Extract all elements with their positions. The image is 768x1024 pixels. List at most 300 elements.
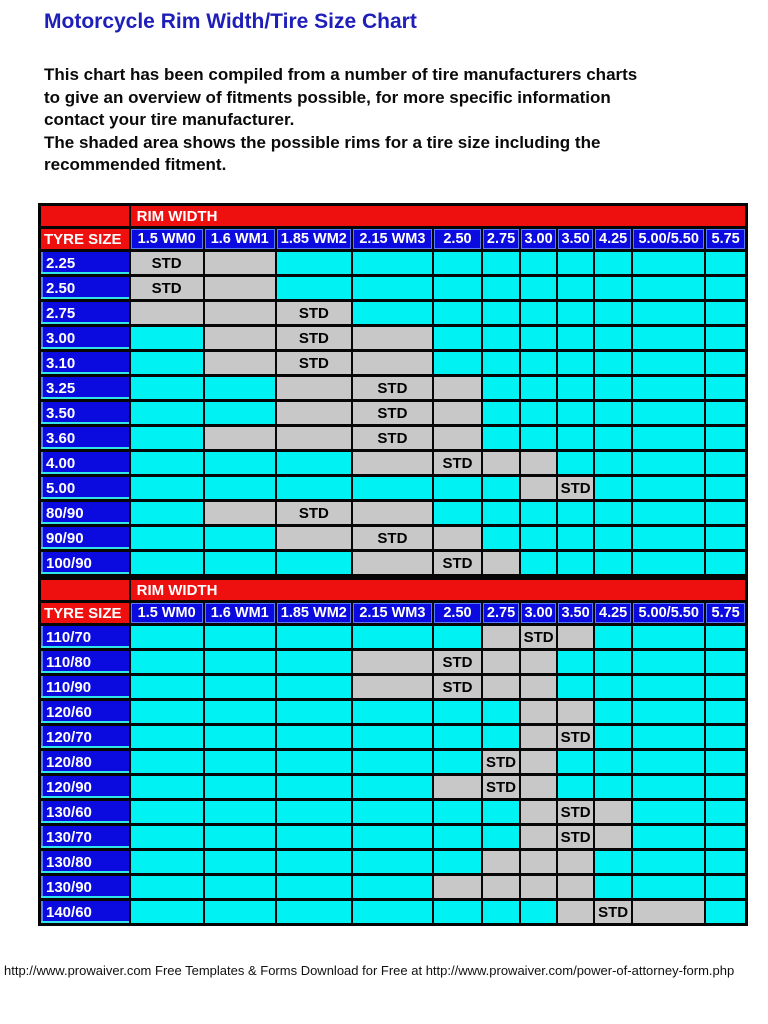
fitment-cell	[705, 351, 746, 376]
shaded-fitment-cell	[276, 426, 352, 451]
fitment-cell	[352, 700, 433, 725]
table-row	[40, 850, 747, 875]
rim-width-column-header: 3.00	[520, 602, 557, 625]
table-row	[40, 526, 747, 551]
tyre-size-cell: 110/80	[40, 650, 130, 675]
table-row	[40, 825, 747, 850]
fitment-cell	[632, 326, 705, 351]
rim-width-column-header: 4.25	[594, 602, 632, 625]
fitment-cell	[632, 875, 705, 900]
fitment-cell	[352, 900, 433, 925]
std-fitment-cell: STD	[352, 526, 433, 551]
fitment-cell	[594, 476, 632, 501]
fitment-cell	[433, 301, 482, 326]
std-fitment-cell: STD	[557, 725, 594, 750]
fitment-cell	[594, 625, 632, 650]
fitment-cell	[705, 900, 746, 925]
rim-width-column-header: 5.00/5.50	[632, 602, 705, 625]
fitment-cell	[130, 900, 204, 925]
fitment-cell	[632, 401, 705, 426]
intro-line: recommended fitment.	[44, 155, 227, 174]
rim-width-column-header: 5.75	[705, 602, 746, 625]
shaded-fitment-cell	[204, 276, 276, 301]
fitment-cell	[276, 800, 352, 825]
table-row	[40, 476, 747, 501]
tyre-size-cell: 3.25	[40, 376, 130, 401]
tyre-size-cell: 80/90	[40, 501, 130, 526]
fitment-cell	[130, 501, 204, 526]
shaded-fitment-cell	[482, 451, 520, 476]
fitment-cell	[276, 850, 352, 875]
fitment-cell	[433, 276, 482, 301]
fitment-cell	[433, 850, 482, 875]
fitment-cell	[705, 875, 746, 900]
fitment-cell	[557, 401, 594, 426]
shaded-fitment-cell	[557, 850, 594, 875]
shaded-fitment-cell	[520, 775, 557, 800]
tyre-size-cell: 120/60	[40, 700, 130, 725]
table-row	[40, 376, 747, 401]
fitment-cell	[482, 401, 520, 426]
shaded-fitment-cell	[594, 800, 632, 825]
fitment-cell	[482, 351, 520, 376]
fitment-cell	[520, 501, 557, 526]
std-fitment-cell: STD	[557, 825, 594, 850]
fitment-cell	[594, 725, 632, 750]
rim-width-column-header: 1.85 WM2	[276, 602, 352, 625]
tyre-size-cell: 3.50	[40, 401, 130, 426]
fitment-cell	[520, 276, 557, 301]
fitment-cell	[276, 900, 352, 925]
fitment-cell	[204, 900, 276, 925]
fitment-cell	[594, 326, 632, 351]
fitment-cell	[130, 775, 204, 800]
shaded-fitment-cell	[520, 451, 557, 476]
fitment-cell	[482, 301, 520, 326]
fitment-cell	[204, 401, 276, 426]
fitment-cell	[520, 401, 557, 426]
fitment-cell	[276, 251, 352, 276]
fitment-cell	[482, 700, 520, 725]
table-row	[40, 800, 747, 825]
fitment-cell	[130, 426, 204, 451]
fitment-cell	[705, 850, 746, 875]
tyre-size-cell: 90/90	[40, 526, 130, 551]
fitment-cell	[433, 251, 482, 276]
fitment-cell	[352, 725, 433, 750]
fitment-cell	[632, 276, 705, 301]
std-fitment-cell: STD	[433, 675, 482, 700]
tyre-size-header: TYRE SIZE	[40, 602, 130, 625]
fitment-cell	[482, 501, 520, 526]
shaded-fitment-cell	[130, 301, 204, 326]
fitment-cell	[482, 276, 520, 301]
fitment-cell	[482, 326, 520, 351]
fitment-cell	[557, 376, 594, 401]
fitment-cell	[352, 850, 433, 875]
rim-width-column-header: 1.5 WM0	[130, 228, 204, 251]
fitment-cell	[130, 675, 204, 700]
fitment-cell	[632, 625, 705, 650]
fitment-cell	[433, 625, 482, 650]
rim-width-column-header: 5.75	[705, 228, 746, 251]
std-fitment-cell: STD	[433, 551, 482, 576]
fitment-cell	[632, 725, 705, 750]
fitment-cell	[632, 301, 705, 326]
fitment-cell	[520, 326, 557, 351]
fitment-cell	[130, 875, 204, 900]
rim-width-column-header: 2.15 WM3	[352, 602, 433, 625]
fitment-cell	[276, 750, 352, 775]
fitment-cell	[482, 426, 520, 451]
fitment-cell	[594, 401, 632, 426]
std-fitment-cell: STD	[276, 501, 352, 526]
intro-text	[44, 64, 637, 177]
fitment-cell	[632, 551, 705, 576]
rim-width-column-header: 1.5 WM0	[130, 602, 204, 625]
fitment-cell	[557, 276, 594, 301]
fitment-cell	[130, 451, 204, 476]
intro-line: contact your tire manufacturer.	[44, 110, 295, 129]
fitment-cell	[352, 825, 433, 850]
fitment-cell	[557, 251, 594, 276]
shaded-fitment-cell	[352, 551, 433, 576]
shaded-fitment-cell	[557, 875, 594, 900]
fitment-cell	[482, 376, 520, 401]
tyre-size-cell: 3.60	[40, 426, 130, 451]
shaded-fitment-cell	[520, 825, 557, 850]
shaded-fitment-cell	[352, 451, 433, 476]
fitment-cell	[433, 326, 482, 351]
rim-width-column-header: 1.85 WM2	[276, 228, 352, 251]
fitment-cell	[204, 451, 276, 476]
fitment-cell	[594, 675, 632, 700]
fitment-cell	[433, 476, 482, 501]
fitment-cell	[204, 750, 276, 775]
fitment-cell	[594, 276, 632, 301]
shaded-fitment-cell	[204, 326, 276, 351]
fitment-cell	[705, 700, 746, 725]
fitment-cell	[557, 750, 594, 775]
tyre-size-cell: 130/70	[40, 825, 130, 850]
table-row	[40, 501, 747, 526]
shaded-fitment-cell	[352, 351, 433, 376]
table-row	[40, 625, 747, 650]
intro-line: to give an overview of fitments possible, for more specific information	[44, 87, 611, 107]
shaded-fitment-cell	[352, 675, 433, 700]
fitment-cell	[557, 351, 594, 376]
rim-width-table	[38, 203, 748, 577]
fitment-cell	[276, 476, 352, 501]
std-fitment-cell: STD	[276, 326, 352, 351]
shaded-fitment-cell	[520, 725, 557, 750]
fitment-cell	[204, 875, 276, 900]
fitment-cell	[482, 526, 520, 551]
corner-cell	[40, 579, 130, 602]
fitment-cell	[632, 775, 705, 800]
fitment-cell	[705, 825, 746, 850]
shaded-fitment-cell	[433, 401, 482, 426]
tyre-size-cell: 3.10	[40, 351, 130, 376]
std-fitment-cell: STD	[433, 451, 482, 476]
fitment-cell	[204, 725, 276, 750]
table-row	[40, 675, 747, 700]
shaded-fitment-cell	[482, 650, 520, 675]
fitment-cell	[204, 551, 276, 576]
table-row	[40, 276, 747, 301]
fitment-cell	[705, 426, 746, 451]
tyre-size-cell: 120/90	[40, 775, 130, 800]
fitment-cell	[557, 675, 594, 700]
table-row	[40, 251, 747, 276]
std-fitment-cell: STD	[352, 376, 433, 401]
fitment-cell	[705, 675, 746, 700]
fitment-cell	[632, 376, 705, 401]
fitment-cell	[557, 501, 594, 526]
tyre-size-cell: 2.25	[40, 251, 130, 276]
std-fitment-cell: STD	[557, 476, 594, 501]
rim-width-column-header: 3.50	[557, 602, 594, 625]
std-fitment-cell: STD	[433, 650, 482, 675]
fitment-cell	[433, 501, 482, 526]
rim-width-column-header: 2.50	[433, 228, 482, 251]
tyre-size-cell: 4.00	[40, 451, 130, 476]
fitment-cell	[130, 625, 204, 650]
fitment-cell	[130, 476, 204, 501]
fitment-cell	[632, 850, 705, 875]
fitment-cell	[557, 775, 594, 800]
fitment-cell	[130, 800, 204, 825]
shaded-fitment-cell	[520, 700, 557, 725]
table-row	[40, 875, 747, 900]
fitment-cell	[204, 800, 276, 825]
std-fitment-cell: STD	[352, 426, 433, 451]
fitment-cell	[204, 700, 276, 725]
shaded-fitment-cell	[433, 376, 482, 401]
fitment-cell	[594, 551, 632, 576]
shaded-fitment-cell	[352, 326, 433, 351]
fitment-cell	[130, 401, 204, 426]
fitment-cell	[557, 301, 594, 326]
fitment-cell	[352, 476, 433, 501]
tyre-size-cell: 3.00	[40, 326, 130, 351]
corner-cell	[40, 205, 130, 228]
fitment-cell	[705, 376, 746, 401]
table-row	[40, 775, 747, 800]
fitment-cell	[433, 700, 482, 725]
fitment-cell	[594, 376, 632, 401]
fitment-cell	[705, 451, 746, 476]
table-row	[40, 900, 747, 925]
shaded-fitment-cell	[433, 775, 482, 800]
fitment-cell	[594, 526, 632, 551]
fitment-cell	[130, 700, 204, 725]
fitment-cell	[204, 775, 276, 800]
rim-width-column-header: 2.75	[482, 602, 520, 625]
shaded-fitment-cell	[632, 900, 705, 925]
fitment-cell	[204, 825, 276, 850]
shaded-fitment-cell	[204, 426, 276, 451]
table-row	[40, 451, 747, 476]
fitment-cell	[204, 650, 276, 675]
std-fitment-cell: STD	[482, 775, 520, 800]
fitment-cell	[594, 426, 632, 451]
fitment-cell	[594, 251, 632, 276]
fitment-cell	[557, 551, 594, 576]
fitment-cell	[204, 675, 276, 700]
rim-width-column-header: 3.00	[520, 228, 557, 251]
shaded-fitment-cell	[433, 426, 482, 451]
shaded-fitment-cell	[557, 625, 594, 650]
fitment-cell	[705, 725, 746, 750]
fitment-cell	[130, 825, 204, 850]
tyre-size-cell: 110/70	[40, 625, 130, 650]
fitment-cell	[276, 276, 352, 301]
fitment-cell	[352, 276, 433, 301]
shaded-fitment-cell	[482, 675, 520, 700]
fitment-cell	[433, 900, 482, 925]
fitment-cell	[482, 825, 520, 850]
table-row	[40, 301, 747, 326]
fitment-cell	[482, 251, 520, 276]
fitment-cell	[520, 551, 557, 576]
fitment-cell	[594, 451, 632, 476]
fitment-cell	[276, 700, 352, 725]
rim-width-column-header: 2.75	[482, 228, 520, 251]
fitment-cell	[204, 526, 276, 551]
fitment-cell	[594, 700, 632, 725]
rim-width-column-header: 1.6 WM1	[204, 602, 276, 625]
fitment-cell	[130, 750, 204, 775]
table-row	[40, 326, 747, 351]
fitment-cell	[632, 800, 705, 825]
rim-width-table	[38, 577, 748, 926]
fitment-cell	[632, 526, 705, 551]
fitment-cell	[705, 526, 746, 551]
page-title: Motorcycle Rim Width/Tire Size Chart	[44, 10, 417, 33]
shaded-fitment-cell	[520, 800, 557, 825]
shaded-fitment-cell	[276, 376, 352, 401]
fitment-cell	[594, 301, 632, 326]
fitment-cell	[130, 351, 204, 376]
fitment-cell	[433, 351, 482, 376]
fitment-cell	[594, 775, 632, 800]
fitment-cell	[276, 551, 352, 576]
rim-width-column-header: 2.15 WM3	[352, 228, 433, 251]
shaded-fitment-cell	[520, 850, 557, 875]
shaded-fitment-cell	[520, 650, 557, 675]
std-fitment-cell: STD	[594, 900, 632, 925]
fitment-cell	[204, 376, 276, 401]
fitment-cell	[632, 476, 705, 501]
fitment-cell	[520, 426, 557, 451]
tyre-size-cell: 5.00	[40, 476, 130, 501]
std-fitment-cell: STD	[352, 401, 433, 426]
footer-url-text: http://www.prowaiver.com Free Templates & Forms Download for Free at http://www.prowaiver.com/power-of-attorney-form.php	[4, 963, 735, 978]
fitment-cell	[632, 501, 705, 526]
fitment-cell	[204, 625, 276, 650]
tyre-size-cell: 100/90	[40, 551, 130, 576]
fitment-cell	[632, 351, 705, 376]
fitment-cell	[352, 800, 433, 825]
fitment-cell	[705, 750, 746, 775]
tyre-size-cell: 130/60	[40, 800, 130, 825]
fitment-cell	[632, 700, 705, 725]
fitment-cell	[433, 750, 482, 775]
fitment-cell	[433, 725, 482, 750]
tyre-size-cell: 130/80	[40, 850, 130, 875]
std-fitment-cell: STD	[276, 301, 352, 326]
fitment-cell	[204, 476, 276, 501]
fitment-cell	[520, 900, 557, 925]
shaded-fitment-cell	[482, 875, 520, 900]
fitment-cell	[352, 750, 433, 775]
rim-width-tables-container	[38, 203, 748, 926]
fitment-cell	[520, 351, 557, 376]
fitment-cell	[276, 650, 352, 675]
rim-width-column-header: 1.6 WM1	[204, 228, 276, 251]
shaded-fitment-cell	[433, 875, 482, 900]
fitment-cell	[276, 451, 352, 476]
fitment-cell	[276, 725, 352, 750]
shaded-fitment-cell	[594, 825, 632, 850]
intro-line: The shaded area shows the possible rims for a tire size including the	[44, 132, 601, 152]
std-fitment-cell: STD	[130, 251, 204, 276]
fitment-cell	[130, 850, 204, 875]
table-row	[40, 725, 747, 750]
tyre-size-cell: 2.50	[40, 276, 130, 301]
fitment-cell	[594, 850, 632, 875]
fitment-cell	[520, 301, 557, 326]
table-row	[40, 650, 747, 675]
fitment-cell	[276, 875, 352, 900]
fitment-cell	[520, 526, 557, 551]
fitment-cell	[705, 251, 746, 276]
shaded-fitment-cell	[482, 625, 520, 650]
fitment-cell	[204, 850, 276, 875]
table-row	[40, 426, 747, 451]
fitment-cell	[705, 650, 746, 675]
fitment-cell	[433, 825, 482, 850]
fitment-cell	[482, 476, 520, 501]
fitment-cell	[594, 750, 632, 775]
fitment-cell	[276, 825, 352, 850]
table-row	[40, 750, 747, 775]
fitment-cell	[705, 276, 746, 301]
shaded-fitment-cell	[557, 900, 594, 925]
std-fitment-cell: STD	[482, 750, 520, 775]
fitment-cell	[705, 401, 746, 426]
fitment-cell	[352, 625, 433, 650]
fitment-cell	[705, 501, 746, 526]
fitment-cell	[276, 675, 352, 700]
fitment-cell	[632, 750, 705, 775]
rim-width-column-header: 3.50	[557, 228, 594, 251]
shaded-fitment-cell	[204, 251, 276, 276]
fitment-cell	[594, 501, 632, 526]
std-fitment-cell: STD	[130, 276, 204, 301]
fitment-cell	[632, 825, 705, 850]
fitment-cell	[632, 451, 705, 476]
table-row	[40, 351, 747, 376]
fitment-cell	[557, 451, 594, 476]
shaded-fitment-cell	[520, 750, 557, 775]
shaded-fitment-cell	[520, 675, 557, 700]
shaded-fitment-cell	[276, 401, 352, 426]
fitment-cell	[557, 526, 594, 551]
fitment-cell	[705, 476, 746, 501]
table-row	[40, 551, 747, 576]
